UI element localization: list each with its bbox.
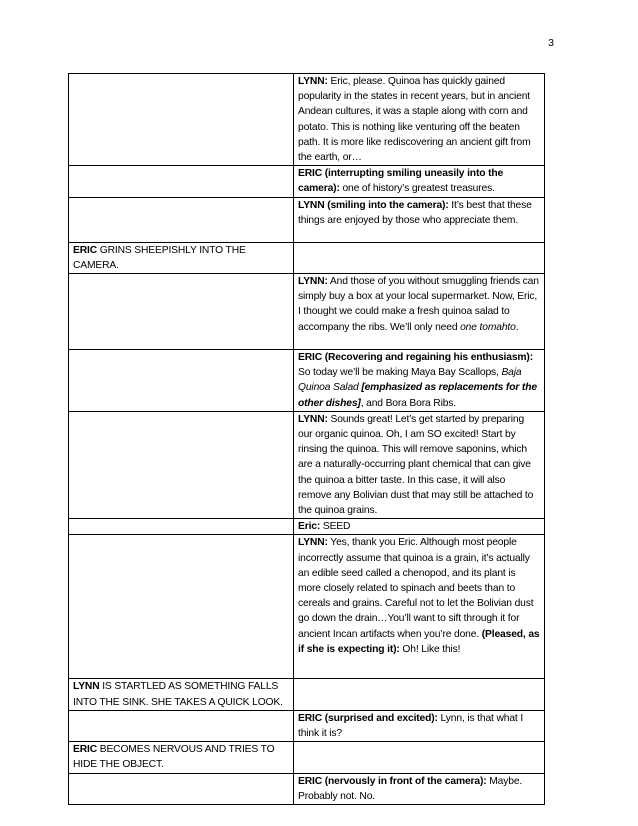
script-row bbox=[69, 166, 545, 197]
text-segment: Maybe. Probably not. No. bbox=[298, 775, 523, 802]
text-segment: LYNN (smiling into the camera): bbox=[298, 199, 449, 211]
action-cell bbox=[69, 74, 294, 166]
text-segment: ERIC bbox=[73, 744, 98, 756]
action-cell bbox=[69, 742, 294, 773]
action-cell bbox=[69, 242, 294, 273]
dialogue-cell bbox=[294, 742, 545, 773]
script-row bbox=[69, 742, 545, 773]
text-segment: . bbox=[515, 321, 519, 333]
dialogue-cell bbox=[294, 710, 545, 741]
script-table-body bbox=[69, 74, 545, 805]
text-segment: ERIC (surprised and excited): bbox=[298, 712, 438, 724]
action-cell bbox=[69, 274, 294, 350]
action-cell bbox=[69, 519, 294, 535]
text-segment: one of history’s greatest treasures. bbox=[339, 183, 495, 195]
text-segment: Oh! Like this! bbox=[399, 643, 461, 655]
text-segment: ERIC (nervously in front of the camera): bbox=[298, 775, 487, 787]
text-segment: LYNN: bbox=[298, 537, 328, 549]
text-segment: Baja Quinoa Salad bbox=[298, 367, 522, 394]
text-segment: And those of you without smuggling friends can simply buy a box at your local supermarket. Now, Eric, I thought we could make a fresh quinoa salad to accompany the ribs. We’ll only need bbox=[298, 276, 539, 333]
text-segment: IS STARTLED AS SOMETHING FALLS INTO THE SINK. SHE TAKES A QUICK LOOK. bbox=[73, 681, 283, 708]
text-segment: Lynn, is that what I think it is? bbox=[298, 712, 524, 740]
text-segment: Sounds great! Let’s get started by preparing our organic quinoa. Oh, I am SO excited! Start by rinsing the quinoa. This will remove saponins, which are a naturally-occurring plant chemical that can give the quinoa a bitter taste. In this case, it will also remove any Bolivian dust that may still be attached to the quinoa grains. bbox=[298, 413, 534, 517]
text-segment: BECOMES NERVOUS AND TRIES TO HIDE THE OBJECT. bbox=[73, 744, 275, 771]
dialogue-cell bbox=[294, 242, 545, 273]
text-segment: LYNN bbox=[73, 681, 100, 693]
action-cell bbox=[69, 535, 294, 679]
dialogue-cell bbox=[294, 535, 545, 679]
text-segment: Yes, thank you Eric. Although most people incorrectly assume that quinoa is a grain, it’s actually an edible seed called a chenopod, and its plant is more closely related to spinach and beets than to cereals and grains. Careful not to let the Bolivian dust go down the drain…You’ll want to sift through it for ancient Incan artifacts when you’re done. bbox=[298, 537, 534, 640]
page-number: 3 bbox=[548, 37, 554, 49]
action-cell bbox=[69, 197, 294, 242]
action-cell bbox=[69, 710, 294, 741]
dialogue-cell bbox=[294, 773, 545, 804]
text-segment: LYNN: bbox=[298, 276, 328, 288]
dialogue-cell bbox=[294, 350, 545, 412]
text-segment: Eric, please. Quinoa has quickly gained popularity in the states in recent years, but in ancient Andean cultures, it was a staple along with corn and potato. This is nothing like venturing off the beaten path. It is more like rediscovering an ancient gift from the earth, or… bbox=[298, 76, 531, 164]
action-cell bbox=[69, 350, 294, 412]
text-segment: LYNN: bbox=[298, 76, 328, 87]
text-segment: So today we’ll be making Maya Bay Scallops, bbox=[298, 367, 502, 379]
text-segment: ERIC bbox=[73, 244, 98, 256]
dialogue-cell bbox=[294, 519, 545, 535]
text-segment: [emphasized as replacements for the other dishes] bbox=[298, 382, 537, 409]
dialogue-cell bbox=[294, 274, 545, 350]
script-row bbox=[69, 411, 545, 518]
script-row bbox=[69, 197, 545, 242]
action-cell bbox=[69, 411, 294, 518]
dialogue-cell bbox=[294, 166, 545, 197]
text-segment: Eric: bbox=[298, 521, 321, 533]
dialogue-cell bbox=[294, 74, 545, 166]
dialogue-cell bbox=[294, 679, 545, 710]
text-segment: ERIC (interrupting smiling uneasily into the camera): bbox=[298, 168, 504, 195]
text-segment: LYNN: bbox=[298, 413, 328, 425]
script-row bbox=[69, 274, 545, 350]
text-segment: (Pleased, as if she is expecting it): bbox=[298, 628, 540, 655]
text-segment: one tomahto bbox=[460, 321, 516, 333]
action-cell bbox=[69, 773, 294, 804]
text-segment: , and Bora Bora Ribs. bbox=[360, 397, 456, 409]
text-segment: SEED bbox=[320, 521, 351, 533]
script-row bbox=[69, 350, 545, 412]
text-segment: It’s best that these things are enjoyed by those who appreciate them. bbox=[298, 199, 532, 226]
script-row bbox=[69, 710, 545, 741]
script-row bbox=[69, 519, 545, 535]
script-row bbox=[69, 773, 545, 804]
text-segment: ERIC (Recovering and regaining his enthusiasm): bbox=[298, 352, 533, 364]
dialogue-cell bbox=[294, 411, 545, 518]
script-row bbox=[69, 535, 545, 679]
script-row bbox=[69, 74, 545, 166]
text-segment: GRINS SHEEPISHLY INTO THE CAMERA. bbox=[73, 244, 246, 271]
script-table bbox=[68, 73, 545, 805]
action-cell bbox=[69, 679, 294, 710]
dialogue-cell bbox=[294, 197, 545, 242]
script-row bbox=[69, 242, 545, 273]
script-row bbox=[69, 679, 545, 710]
action-cell bbox=[69, 166, 294, 197]
